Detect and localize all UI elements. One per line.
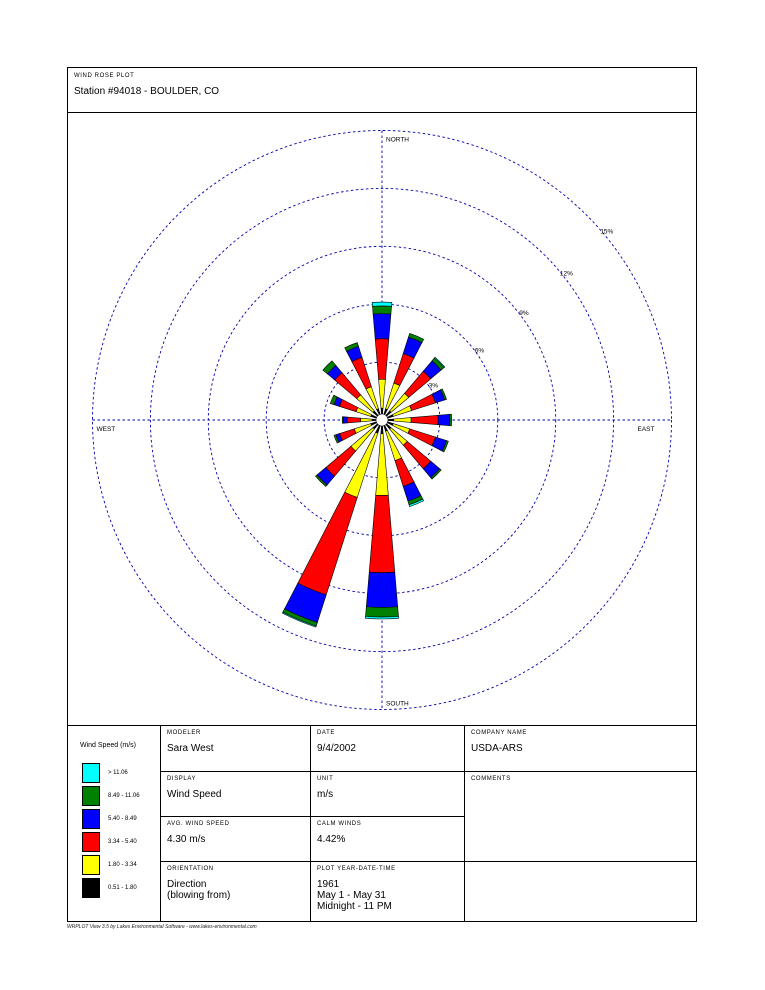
petal-N-bin-5 [372,302,392,306]
comments-label: COMMENTS [471,776,511,782]
modeler-cell [160,726,310,771]
legend [68,726,160,922]
petal-SSW-bin-2 [298,492,357,595]
date-label: DATE [317,730,335,736]
petal-SW-bin-2 [326,446,356,476]
company-value: USDA-ARS [471,743,523,754]
modeler-label: MODELER [167,730,201,736]
plot-dates: May 1 - May 31 [317,890,386,901]
plot-year: 1961 [317,879,340,890]
petal-E-bin-4 [450,414,452,426]
petal-S-bin-5 [365,616,398,619]
legend-swatch [82,855,100,875]
petal-W-bin-1 [361,418,373,422]
legend-swatch [82,809,100,829]
modeler-value: Sara West [167,743,214,754]
petal-S-bin-2 [369,495,395,572]
legend-swatch [82,878,100,898]
avg-speed-cell [160,816,310,861]
petal-WNW-bin-2 [340,400,358,412]
petal-N-bin-0 [381,408,383,414]
plot-time-value [317,879,392,912]
petal-N-bin-2 [375,339,389,380]
plot-type-title: WIND ROSE PLOT [74,73,135,79]
orientation-cell [160,861,310,922]
date-cell [310,726,464,771]
ring-label-12pct: 12% [559,270,573,278]
legend-label: 1.80 - 3.34 [108,862,137,868]
petal-ENE-bin-2 [410,394,436,410]
ring-label-9pct: 9% [519,310,529,318]
ring-label-3pct: 3% [428,382,439,390]
plot-time-label: PLOT YEAR-DATE-TIME [317,866,396,872]
petal-NW-bin-2 [335,373,361,399]
avg-speed-label: AVG. WIND SPEED [167,821,230,827]
date-value: 9/4/2002 [317,743,356,754]
calm-hub [376,414,388,426]
orientation-line-2: (blowing from) [167,890,231,901]
ring-label-15pct: 15% [600,228,614,236]
petal-E-bin-0 [388,419,394,421]
petal-E-bin-1 [394,418,411,423]
petal-W-bin-0 [372,419,376,421]
legend-label: 3.34 - 5.40 [108,839,137,845]
plot-frame [67,67,697,922]
legend-title: Wind Speed (m/s) [80,742,137,749]
petal-ESE-bin-2 [408,429,436,446]
calm-winds-label: CALM WINDS [317,821,362,827]
petal-E-bin-3 [438,414,450,425]
petal-W-bin-4 [342,417,343,424]
orientation-value [167,879,230,901]
petal-S-bin-4 [366,607,399,617]
legend-swatch [82,763,100,783]
petal-N-bin-4 [372,306,391,314]
petal-SSE-bin-2 [395,458,414,486]
station-title: Station #94018 - BOULDER, CO [74,86,220,97]
petal-NE-bin-2 [405,371,431,397]
legend-label: 0.51 - 1.80 [108,885,137,891]
orientation-label: ORIENTATION [167,866,214,872]
display-cell [160,771,310,816]
avg-speed-value: 4.30 m/s [167,834,206,845]
orientation-line-1: Direction [167,879,207,890]
wind-rose-area [68,113,696,725]
company-label: COMPANY NAME [471,730,527,736]
petal-S-bin-0 [381,426,383,434]
legend-swatch [82,786,100,806]
petal-W-bin-2 [347,417,361,423]
legend-label: 5.40 - 8.49 [108,816,137,822]
software-credit: WRPLOT View 3.5 by Lakes Environmental Software - www.lakes-environmental.com [67,924,257,930]
compass-east: EAST [637,426,655,433]
petal-S-bin-1 [376,434,389,496]
display-value: Wind Speed [167,789,222,800]
petal-WSW-bin-2 [340,429,357,441]
wind-rose-chart [68,113,696,725]
plot-hours: Midnight - 11 PM [317,901,392,912]
calm-winds-cell [310,816,464,861]
petal-S-bin-3 [366,572,397,607]
petal-SE-bin-2 [403,441,430,468]
legend-swatch [82,832,100,852]
legend-label: 8.49 - 11.06 [108,793,140,799]
petal-W-bin-3 [343,417,347,423]
blank-cell [464,861,696,922]
company-cell [464,726,696,771]
petal-NNE-bin-2 [394,354,414,386]
compass-north: NORTH [386,136,409,144]
compass-south: SOUTH [386,700,409,708]
petal-E-bin-2 [411,415,438,424]
info-panel [68,725,696,922]
comments-cell [464,771,696,861]
plot-time-cell [310,861,464,922]
compass-west: WEST [96,426,116,433]
calm-winds-value: 4.42% [317,834,346,845]
petal-N-bin-3 [373,314,391,339]
unit-cell [310,771,464,816]
petal-NNW-bin-2 [352,357,372,389]
legend-label: > 11.06 [108,770,128,776]
header [68,68,696,113]
display-label: DISPLAY [167,776,197,782]
petal-N-bin-1 [379,379,386,408]
unit-label: UNIT [317,776,334,782]
unit-value: m/s [317,789,334,800]
ring-label-6pct: 6% [474,347,485,355]
